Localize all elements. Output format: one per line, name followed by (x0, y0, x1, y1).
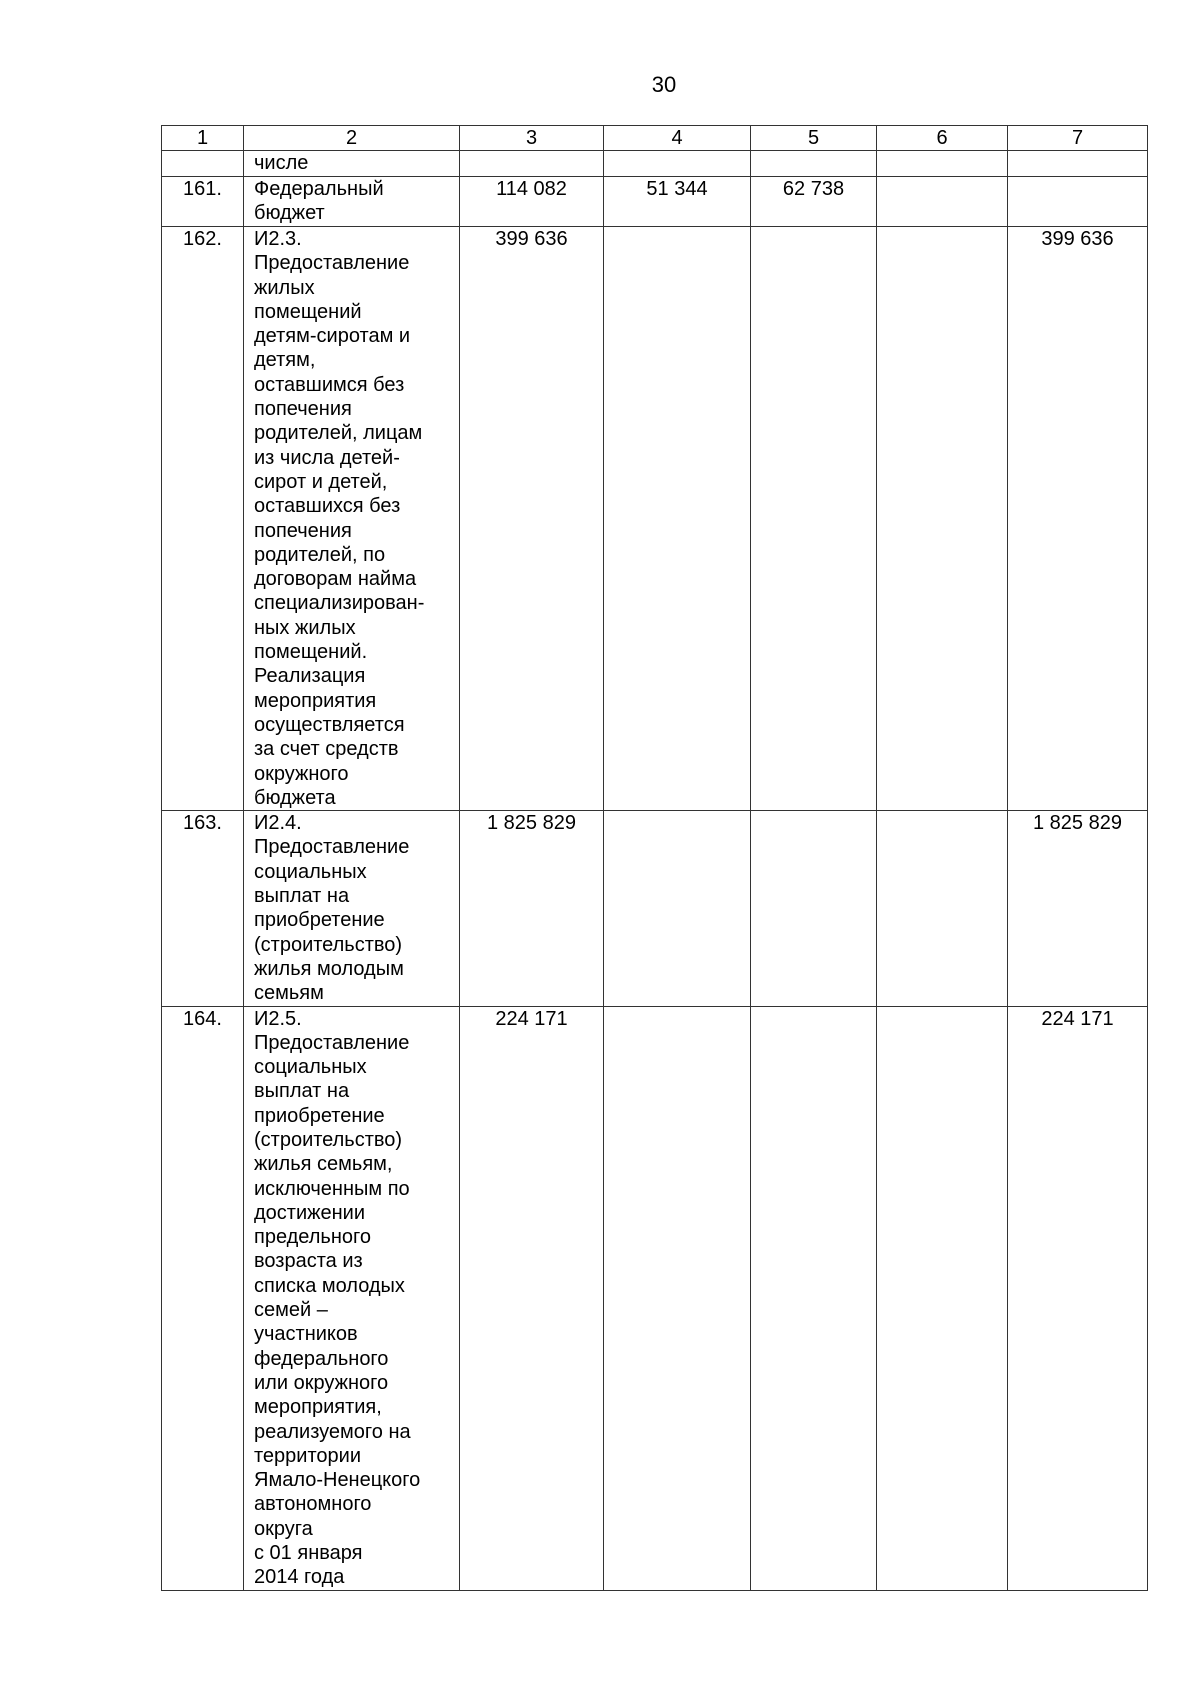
value-col-3: 399 636 (460, 227, 604, 811)
row-number: 164. (162, 1006, 244, 1590)
table-row (162, 151, 1148, 177)
row-name: И2.3. Предоставление жилых помещений детям-сиротам и детям, оставшимся без попечения родителей, лицам из числа детей- сирот и детей, оставшихся без попечения родителей, по договорам найма специализирован- ных жилых помещений. Реализация мероприятия осуществляется за счет средств окружного бюджета (244, 227, 460, 811)
row-number (162, 151, 244, 177)
column-header: 6 (877, 126, 1008, 151)
value-col-6 (877, 151, 1008, 177)
table-row (162, 1006, 1148, 1590)
value-col-3: 114 082 (460, 177, 604, 227)
value-col-5 (751, 811, 877, 1006)
column-header: 5 (751, 126, 877, 151)
value-col-6 (877, 177, 1008, 227)
value-col-3 (460, 151, 604, 177)
value-col-5 (751, 1006, 877, 1590)
row-name: числе (244, 151, 460, 177)
row-number: 163. (162, 811, 244, 1006)
row-name: И2.5. Предоставление социальных выплат на приобретение (строительство) жилья семьям, исключенным по достижении предельного возраста из списка молодых семей – участников федерального или окружного мероприятия, реализуемого на территории Ямало-Ненецкого автономного округа с 01 января 2014 года (244, 1006, 460, 1590)
table-row (162, 177, 1148, 227)
value-col-5 (751, 151, 877, 177)
value-col-4 (604, 227, 751, 811)
value-col-4 (604, 151, 751, 177)
value-col-6 (877, 1006, 1008, 1590)
column-header: 1 (162, 126, 244, 151)
value-col-4 (604, 811, 751, 1006)
value-col-5 (751, 227, 877, 811)
value-col-5: 62 738 (751, 177, 877, 227)
value-col-6 (877, 227, 1008, 811)
value-col-6 (877, 811, 1008, 1006)
table-row (162, 227, 1148, 811)
value-col-3: 1 825 829 (460, 811, 604, 1006)
value-col-4 (604, 1006, 751, 1590)
value-col-7: 399 636 (1008, 227, 1148, 811)
row-number: 161. (162, 177, 244, 227)
row-name: Федеральный бюджет (244, 177, 460, 227)
value-col-3: 224 171 (460, 1006, 604, 1590)
column-header: 7 (1008, 126, 1148, 151)
budget-table (161, 125, 1148, 1591)
column-header: 4 (604, 126, 751, 151)
value-col-7: 224 171 (1008, 1006, 1148, 1590)
value-col-4: 51 344 (604, 177, 751, 227)
value-col-7: 1 825 829 (1008, 811, 1148, 1006)
value-col-7 (1008, 151, 1148, 177)
page-number: 30 (651, 72, 677, 97)
table-header-row (162, 126, 1148, 151)
column-header: 2 (244, 126, 460, 151)
row-number: 162. (162, 227, 244, 811)
table-row (162, 811, 1148, 1006)
value-col-7 (1008, 177, 1148, 227)
column-header: 3 (460, 126, 604, 151)
row-name: И2.4. Предоставление социальных выплат на приобретение (строительство) жилья молодым семьям (244, 811, 460, 1006)
